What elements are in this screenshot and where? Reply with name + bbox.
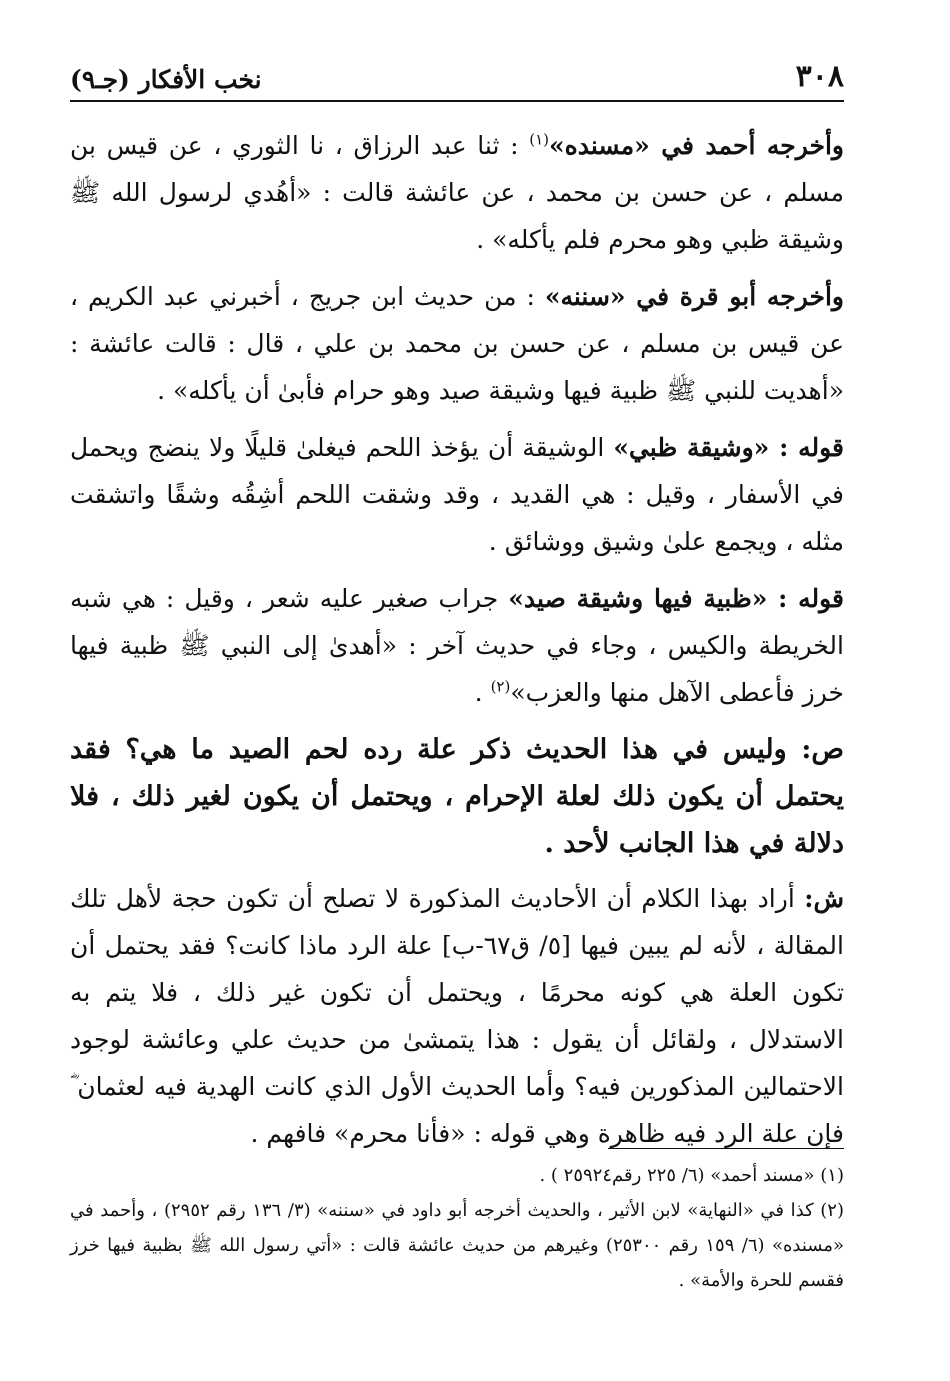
paragraph-washiqa: [70, 424, 844, 565]
paragraph-lead: وأخرجه أحمد في «مسنده»: [549, 131, 844, 160]
main-text: [70, 122, 844, 1163]
commentary-text: أراد بهذا الكلام أن الأحاديث المذكورة لا تصلح أن تكون حجة لأهل تلك المقالة ، لأنه لم يبين فيها [٥/ ق٦٧-ب] علة الرد ماذا كانت؟ فقد يحتمل أن تكون العلة هي كونه محرمًا ، ويحتمل أن تكون غير ذلك ، فلا يتم به الاستدلال ، ولقائل أن يقول : هذا يتمشىٰ من حديث علي وعائشة لوجود الاحتمالين المذكورين فيه؟ وأما الحديث الأول الذي كانت الهدية فيه لعثمان ؓ فإن علة الرد فيه ظاهرة وهي قوله : «فأنا محرم» فافهم .: [70, 884, 844, 1148]
footnote-divider: [608, 1148, 844, 1149]
paragraph-zabya: [70, 575, 844, 716]
paragraph-lead: وأخرجه أبو قرة في «سننه»: [544, 282, 845, 311]
ruling-text: ص: وليس في هذا الحديث ذكر علة رده لحم الصيد ما هي؟ فقد يحتمل أن يكون ذلك لعلة الإحرام ، ويحتمل أن يكون لغير ذلك ، فلا دلالة في هذا الجانب لأحد .: [70, 734, 844, 859]
footnote-2: (٢) كذا في «النهاية» لابن الأثير ، والحديث أخرجه أبو داود في «سننه» (٣/ ١٣٦ رقم ٢٩٥٢) ، وأحمد في «مسنده» (٦/ ١٥٩ رقم ٢٥٣٠٠) وغيرهم من حديث عائشة قالت : «أتي رسول الله ﷺ بظبية فيها خرز فقسم للحرة والأمة» .: [70, 1200, 844, 1291]
footnote-1: (١) «مسند أحمد» (٦/ ٢٢٥ رقم٢٥٩٢٤ ) .: [539, 1165, 844, 1186]
footnote-ref-1[interactable]: (١): [529, 130, 550, 149]
paragraph-text: جراب صغير عليه شعر ، وقيل : هي شبه الخريطة والكيس ، وجاء في حديث آخر : «أهدىٰ إلى النبي ﷺ ظبية فيها خرز فأعطى الآهل منها والعزب»: [70, 584, 844, 707]
paragraph-abu-qurra: [70, 273, 844, 414]
running-title: نخب الأفكار (جـ٩): [70, 65, 262, 94]
paragraph-lead: قوله : «وشيقة ظبي»: [613, 433, 844, 462]
footnote-ref-2[interactable]: (٢): [490, 677, 511, 696]
paragraph-text: : ثنا عبد الرزاق ، نا الثوري ، عن قيس بن مسلم ، عن حسن بن محمد ، عن عائشة قالت : «أهُدي لرسول الله ﷺ وشيقة ظبي وهو محرم فلم يأكله» .: [70, 131, 844, 254]
paragraph-lead: قوله : «ظبية فيها وشيقة صيد»: [508, 584, 844, 613]
commentary-paragraph: [70, 875, 844, 1157]
footnotes: [70, 1158, 844, 1298]
paragraph-text: الوشيقة أن يؤخذ اللحم فيغلىٰ قليلًا ولا ينضج ويحمل في الأسفار ، وقيل : هي القديد ، وقد وشقت اللحم أشِقُه وشقًا واتشقت مثله ، ويجمع علىٰ وشيق ووشائق .: [70, 433, 844, 556]
page-number: ٣٠٨: [795, 59, 844, 94]
commentary-lead: ش:: [804, 884, 844, 913]
paragraph-text: : من حديث ابن جريج ، أخبرني عبد الكريم ، عن قيس بن مسلم ، عن حسن بن محمد بن علي ، قال : قالت عائشة : «أهديت للنبي ﷺ ظبية فيها وشيقة صيد وهو حرام فأبىٰ أن يأكله» .: [70, 282, 844, 405]
paragraph-tail: .: [474, 678, 491, 707]
paragraph-ahmad: [70, 122, 844, 263]
page-header: [70, 56, 844, 102]
